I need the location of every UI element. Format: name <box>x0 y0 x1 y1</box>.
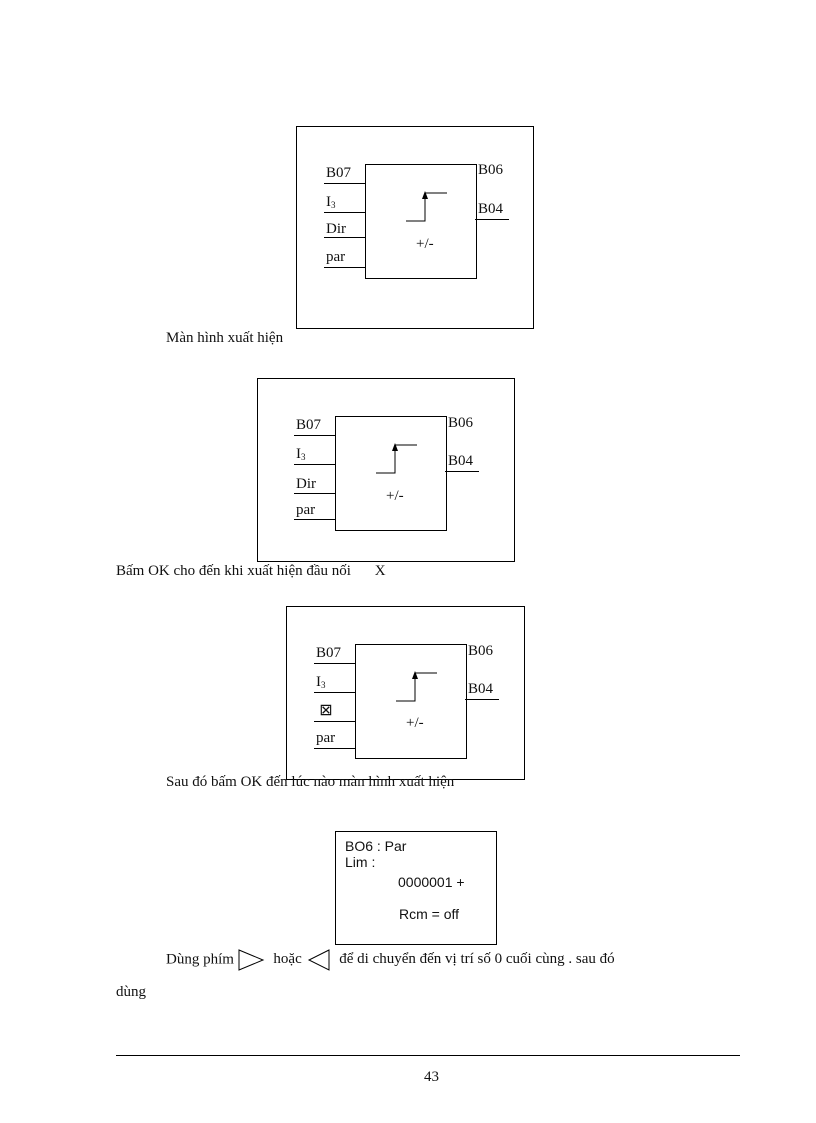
input-label-i3: $I_3$ <box>316 674 326 690</box>
paragraph-part-2: hoặc <box>273 951 302 968</box>
input-label-b07: B07 <box>316 645 342 661</box>
input-line-b07 <box>324 183 365 184</box>
caption-3: Sau đó bấm OK đến lúc nào màn hình xuất hiện <box>166 774 455 790</box>
connector-x-box: ⊠ <box>319 700 333 719</box>
input-label-i3: $I_3$ <box>296 446 306 462</box>
input-label-par: par <box>296 502 316 518</box>
input-line-i3 <box>294 464 335 465</box>
input-line-i3 <box>314 692 355 693</box>
output-line-b04 <box>465 699 499 700</box>
step-up-icon <box>400 187 450 223</box>
input-label-b07: B07 <box>326 165 352 181</box>
input-label-i3: $I_3$ <box>326 194 336 210</box>
output-label-b06: B06 <box>478 162 504 178</box>
input-line-dir <box>294 493 335 494</box>
input-line-par <box>294 519 335 520</box>
step-up-icon <box>390 667 440 703</box>
block-symbol: +/- <box>406 715 424 731</box>
display-line-2: Lim : <box>345 854 376 870</box>
right-arrow-key-icon <box>236 948 266 972</box>
left-arrow-key-icon <box>306 948 332 972</box>
input-line-par <box>324 267 365 268</box>
caption-1: Màn hình xuất hiện <box>166 330 284 346</box>
input-line-dir <box>324 237 365 238</box>
output-line-b04 <box>445 471 479 472</box>
block-symbol: +/- <box>386 488 404 504</box>
block-symbol: +/- <box>416 236 434 252</box>
output-label-b04: B04 <box>478 201 504 217</box>
output-label-b06: B06 <box>468 643 494 659</box>
display-line-3: 0000001 + <box>398 874 465 890</box>
output-label-b04: B04 <box>448 453 474 469</box>
lcd-display <box>335 831 497 945</box>
instruction-paragraph <box>166 948 615 972</box>
display-line-4: Rcm = off <box>399 906 460 922</box>
display-line-1: BO6 : Par <box>345 838 407 854</box>
output-label-b06: B06 <box>448 415 474 431</box>
input-label-dir: Dir <box>296 476 316 492</box>
paragraph-line-2: dùng <box>116 984 146 1000</box>
caption-2-text: Bấm OK cho đến khi xuất hiện đầu nối <box>116 563 351 579</box>
input-label-par: par <box>316 730 336 746</box>
caption-2-mark: X <box>374 563 386 579</box>
paragraph-part-3: để di chuyển đến vị trí số 0 cuối cùng . sau đó <box>339 951 615 968</box>
caption-2 <box>116 563 386 580</box>
input-line-x <box>314 721 355 722</box>
page-number: 43 <box>424 1069 439 1085</box>
input-line-i3 <box>324 212 365 213</box>
input-line-b07 <box>314 663 355 664</box>
input-line-par <box>314 748 355 749</box>
input-label-par: par <box>326 249 346 265</box>
input-label-dir: Dir <box>326 221 346 237</box>
input-label-b07: B07 <box>296 417 322 433</box>
footer-divider <box>116 1055 740 1056</box>
output-line-b04 <box>475 219 509 220</box>
output-label-b04: B04 <box>468 681 494 697</box>
paragraph-part-1: Dùng phím <box>166 951 234 968</box>
input-line-b07 <box>294 435 335 436</box>
step-up-icon <box>370 439 420 475</box>
